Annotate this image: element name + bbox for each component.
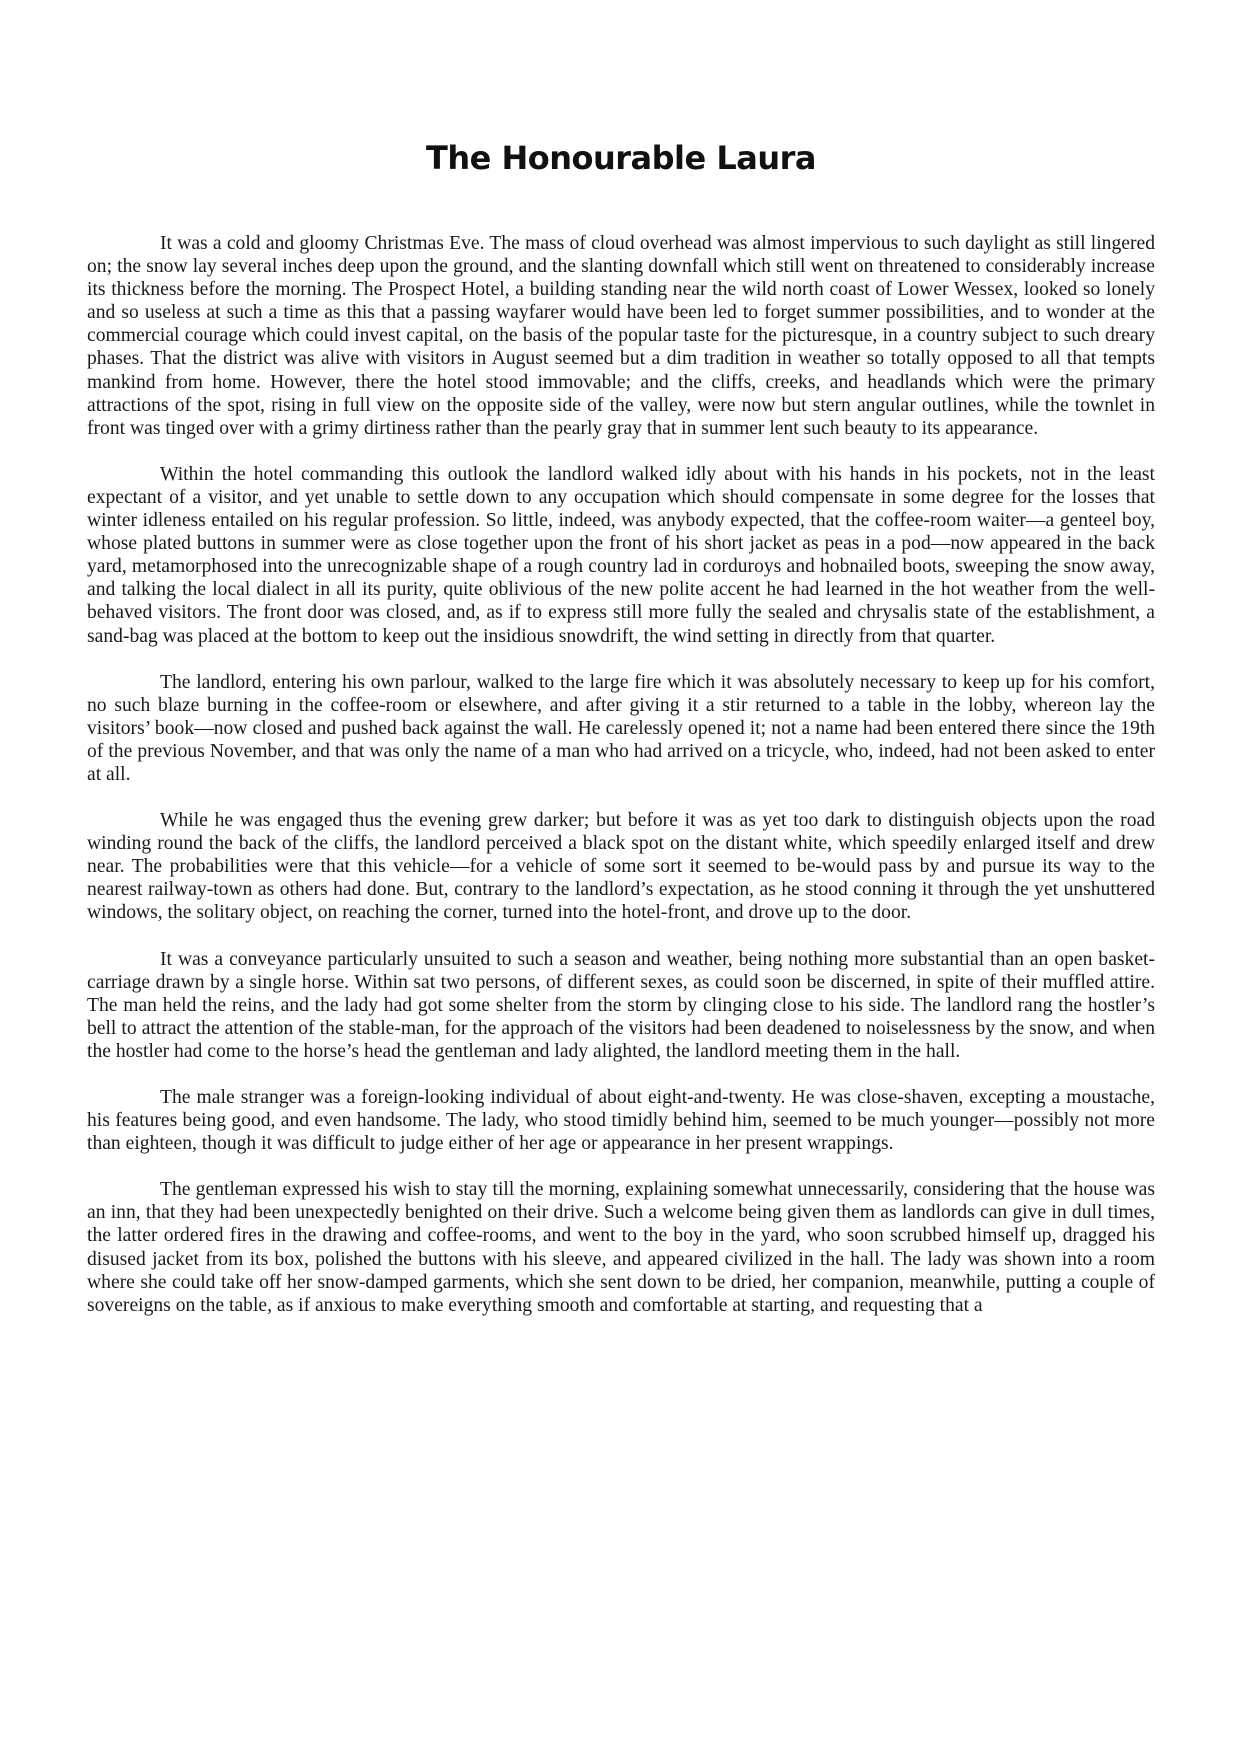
paragraph: Within the hotel commanding this outlook the landlord walked idly about with his hands in his pockets, not in the least expectant of a visitor, and yet unable to settle down to any occupation which should compensate in some degree for the losses that winter idleness entailed on his regular profession. So little, indeed, was anybody expected, that the coffee-room waiter—a genteel boy, whose plated buttons in summer were as close together upon the front of his short jacket as peas in a pod—now appeared in the back yard, metamorphosed into the unrecognizable shape of a rough country lad in corduroys and hobnailed boots, sweeping the snow away, and talking the local dialect in all its purity, quite oblivious of the new polite accent he had learned in the hot weather from the well-behaved visitors. The front door was closed, and, as if to express still more fully the sealed and chrysalis state of the establishment, a sand-bag was placed at the bottom to keep out the insidious snowdrift, the wind setting in directly from that quarter. xyxy=(87,463,1155,647)
paragraph: While he was engaged thus the evening grew darker; but before it was as yet too dark to distinguish objects upon the road winding round the back of the cliffs, the landlord perceived a black spot on the distant white, which speedily enlarged itself and drew near. The probabilities were that this vehicle—for a vehicle of some sort it seemed to be-would pass by and pursue its way to the nearest railway-town as others had done. But, contrary to the landlord’s expectation, as he stood conning it through the yet unshuttered windows, the solitary object, on reaching the corner, turned into the hotel-front, and drove up to the door. xyxy=(87,810,1155,924)
document-title: The Honourable Laura xyxy=(426,139,816,177)
paragraph: The landlord, entering his own parlour, walked to the large fire which it was absolutely necessary to keep up for his comfort, no such blaze burning in the coffee-room or elsewhere, and after giving it a stir returned to a table in the lobby, whereon lay the visitors’ book—now closed and pushed back against the wall. He carelessly opened it; not a name had been entered there since the 19th of the previous November, and that was only the name of a man who had arrived on a tricycle, who, indeed, had not been asked to enter at all. xyxy=(87,671,1155,785)
paragraph: The gentleman expressed his wish to stay till the morning, explaining somewhat unnecessarily, considering that the house was an inn, that they had been unexpectedly benighted on their drive. Such a welcome being given them as landlords can give in dull times, the latter ordered fires in the drawing and coffee-rooms, and went to the boy in the yard, who soon scrubbed himself up, dragged his disused jacket from its box, polished the buttons with his sleeve, and appeared civilized in the hall. The lady was shown into a room where she could take off her snow-damped garments, which she sent down to be dried, her companion, meanwhile, putting a couple of sovereigns on the table, as if anxious to make everything smooth and comfortable at starting, and requesting that a xyxy=(87,1179,1155,1316)
paragraph: It was a conveyance particularly unsuited to such a season and weather, being nothing more substantial than an open basket-carriage drawn by a single horse. Within sat two persons, of different sexes, as could soon be discerned, in spite of their muffled attire. The man held the reins, and the lady had got some shelter from the storm by clinging close to his side. The landlord rang the hostler’s bell to attract the attention of the stable-man, for the approach of the visitors had been deadened to noiselessness by the snow, and when the hostler had come to the horse’s head the gentleman and lady alighted, the landlord meeting them in the hall. xyxy=(87,948,1155,1062)
paragraph: It was a cold and gloomy Christmas Eve. The mass of cloud overhead was almost impervious to such daylight as still lingered on; the snow lay several inches deep upon the ground, and the slanting downfall which still went on threatened to considerably increase its thickness before the morning. The Prospect Hotel, a building standing near the wild north coast of Lower Wessex, looked so lonely and so useless at such a time as this that a passing wayfarer would have been led to forget summer possibilities, and to wonder at the commercial courage which could invest capital, on the basis of the popular taste for the picturesque, in a country subject to such dreary phases. That the district was alive with visitors in August seemed but a dim tradition in weather so totally opposed to all that tempts mankind from home. However, there the hotel stood immovable; and the cliffs, creeks, and headlands which were the primary attractions of the spot, rising in full view on the opposite side of the valley, were now but stern angular outlines, while the townlet in front was tinged over with a grimy dirtiness rather than the pearly gray that in summer lent such beauty to its appearance. xyxy=(87,233,1155,439)
paragraph: The male stranger was a foreign-looking individual of about eight-and-twenty. He was close-shaven, excepting a moustache, his features being good, and even handsome. The lady, who stood timidly behind him, seemed to be much younger—possibly not more than eighteen, though it was difficult to judge either of her age or appearance in her present wrappings. xyxy=(87,1087,1155,1155)
document-body xyxy=(87,232,1155,1317)
